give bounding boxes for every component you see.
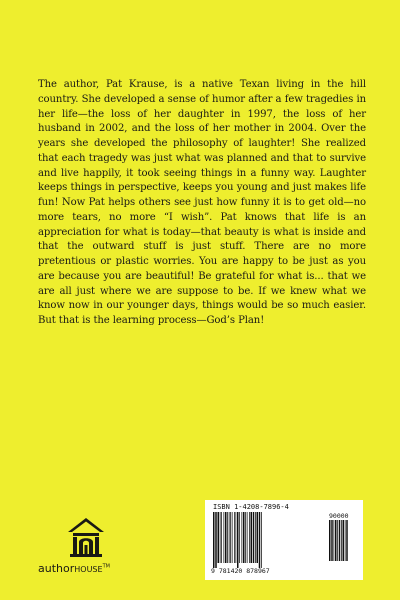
barcode-bar	[247, 512, 248, 563]
barcode-bar	[255, 512, 256, 563]
ean-barcode-bars	[211, 512, 323, 568]
barcode-bar	[261, 512, 262, 568]
barcode-bar	[346, 520, 348, 561]
barcode-bar	[341, 520, 342, 561]
barcode-bar	[232, 512, 233, 563]
barcode-bar	[221, 512, 222, 563]
barcode-bar	[249, 512, 250, 563]
publisher-name-prefix: author	[38, 562, 75, 575]
authorhouse-logo-icon	[62, 512, 110, 560]
isbn-label: ISBN 1-4208-7896-4	[213, 503, 289, 511]
barcode-bar	[253, 512, 255, 563]
barcode-bar	[251, 512, 253, 563]
barcode-bar	[334, 520, 335, 561]
barcode-bar	[339, 520, 341, 561]
barcode-bar	[343, 520, 345, 561]
barcode-bar	[242, 512, 243, 563]
barcode-bar	[218, 512, 220, 563]
barcode-bar	[234, 512, 235, 563]
barcode-bar	[213, 512, 215, 568]
price-code: 90000	[329, 512, 349, 520]
price-addon-barcode-bars	[327, 520, 357, 568]
publisher-name-suffix: HOUSE	[74, 565, 103, 574]
barcode-bar	[230, 512, 231, 563]
barcode-bar	[257, 512, 259, 563]
barcode-bar	[337, 520, 338, 561]
barcode-bar	[243, 512, 245, 563]
barcode-bar	[335, 520, 337, 561]
barcode-bar	[259, 512, 261, 568]
barcode-bar	[239, 512, 240, 563]
barcode-bar	[227, 512, 228, 563]
barcode-bar	[245, 512, 246, 563]
ean-digits: 9 781420 878967	[211, 567, 270, 575]
barcode-bar	[237, 512, 239, 568]
barcode-bar	[224, 512, 225, 563]
barcode-bar	[229, 512, 230, 563]
barcode-bar	[345, 520, 346, 561]
trademark-mark: TM	[102, 563, 110, 570]
author-bio-paragraph: The author, Pat Krause, is a native Texan living in the hill country. She developed a sense of humor after a few tragedies in her life—the loss of her daughter in 1997, the loss of her husband in 2002, and the loss of her mother in 2004. Over the years she developed the philosophy of laughter! She realized that each tragedy was just what was planned and that to survive and live happily, it took seeing things in a funny way. Laughter keeps things in perspective, keeps you young and just makes life fun! Now Pat helps others see just how funny it is to get old—no more tears, no more “I wish”. Pat knows that life is an appreciation for what is today—that beauty is what is inside and that the outward stuff is just stuff. There are no more pretentious or plastic worries. You are happy to be just as you are because you are beautiful! Be grateful for what is... that we are all just where we are suppose to be. If we knew what we know now in our younger days, things would be so much easier. But that is the learning process—God’s Plan!	[38, 79, 366, 326]
barcode-bar	[329, 520, 331, 561]
barcode-bar	[225, 512, 227, 563]
isbn-barcode-panel	[205, 500, 363, 580]
barcode-bar	[331, 520, 333, 561]
barcode-bar	[215, 512, 217, 568]
publisher-name	[38, 562, 138, 575]
barcode-bar	[236, 512, 237, 563]
barcode-bar	[220, 512, 221, 563]
